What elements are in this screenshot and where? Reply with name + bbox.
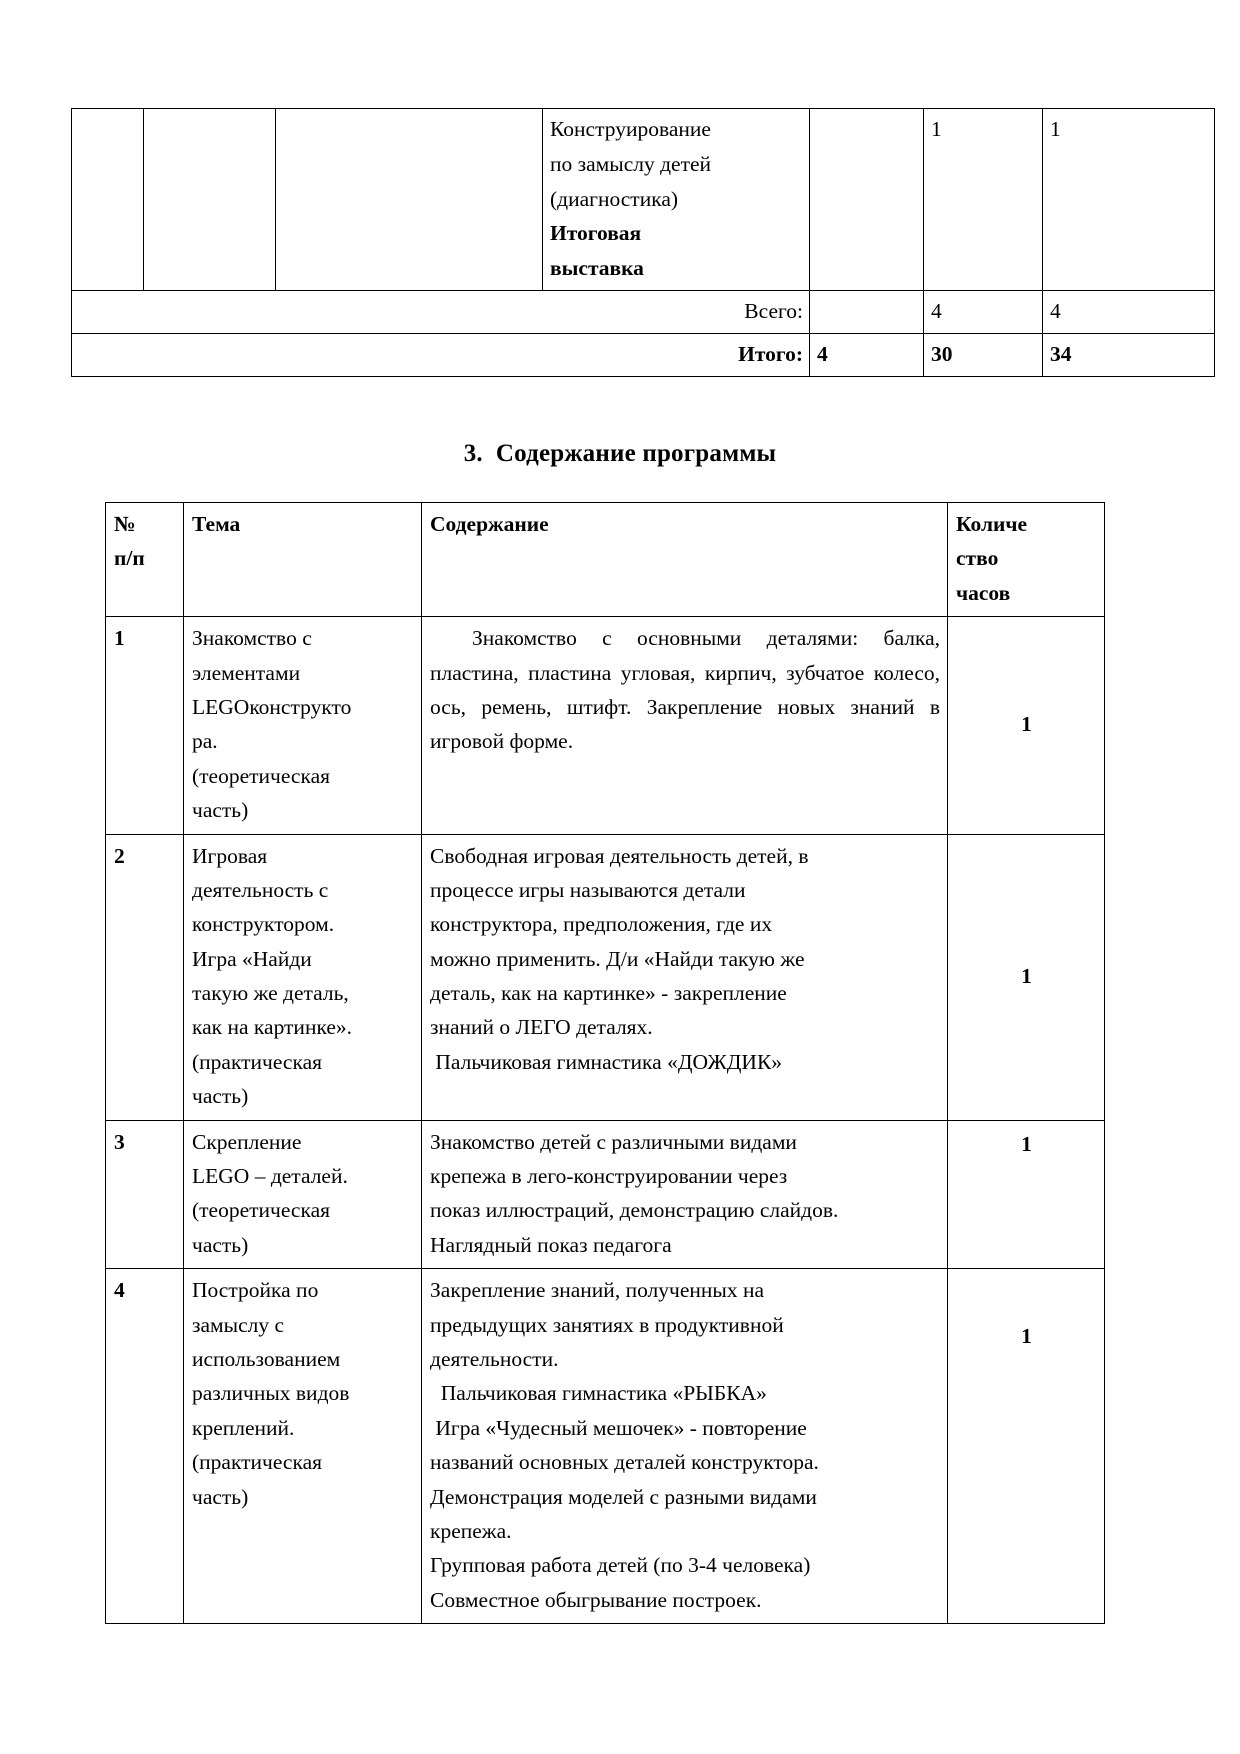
content-line: Знакомство детей с различными видами — [430, 1129, 797, 1154]
theme-line: (практическая — [192, 1049, 323, 1074]
row-theme — [184, 1269, 422, 1624]
theme-line: (теоретическая — [192, 763, 331, 788]
table-row-grandtotal — [72, 333, 1215, 376]
section-number: 3. — [463, 440, 483, 467]
header-no-line-1: № — [114, 512, 136, 536]
row-theme — [184, 834, 422, 1120]
header-no — [106, 503, 184, 617]
content-line: Свободная игровая деятельность детей, в — [430, 843, 809, 868]
theme-line: Игровая — [192, 843, 268, 868]
table-row — [106, 1120, 1105, 1269]
content-line: Игра «Чудесный мешочек» - повторение — [430, 1415, 807, 1440]
content-line: Пальчиковая гимнастика «ДОЖДИК» — [430, 1049, 783, 1074]
cell-theme — [543, 109, 810, 291]
content-line: предыдущих занятиях в продуктивной — [430, 1312, 784, 1337]
row-number: 2 — [106, 834, 184, 1120]
header-hours-line-1: Количе — [956, 512, 1028, 536]
row-hours: 1 — [948, 1120, 1105, 1269]
theme-line-1: Конструирование — [550, 117, 711, 141]
table-row — [106, 617, 1105, 834]
theme-line: такую же деталь, — [192, 981, 349, 1006]
theme-line: конструктором. — [192, 912, 335, 937]
row-number: 1 — [106, 617, 184, 834]
content-line: деталь, как на картинке» - закрепление — [430, 981, 787, 1006]
content-line: крепежа в лего-конструировании через — [430, 1164, 788, 1189]
content-line: знаний о ЛЕГО деталях. — [430, 1015, 653, 1040]
content-line: названий основных деталей конструктора. — [430, 1450, 819, 1475]
row-number: 3 — [106, 1120, 184, 1269]
table-row — [72, 109, 1215, 291]
header-hours-line-3: часов — [956, 580, 1011, 605]
theme-line-3: (диагностика) — [550, 186, 679, 211]
theme-line: часть) — [192, 1084, 249, 1109]
grandtotal-label: Итого: — [72, 333, 810, 376]
row-hours: 1 — [948, 834, 1105, 1120]
theme-line: креплений. — [192, 1415, 295, 1440]
header-theme: Тема — [184, 503, 422, 617]
content-line: Закрепление знаний, полученных на — [430, 1278, 765, 1303]
content-line: процессе игры называются детали — [430, 877, 746, 902]
table-header-row — [106, 503, 1105, 617]
cell-number — [72, 109, 144, 291]
theme-line: Постройка по — [192, 1278, 319, 1303]
theme-line-2: по замыслу детей — [550, 151, 712, 176]
theme-bold-line-2: выставка — [550, 256, 644, 281]
content-line: Демонстрация моделей с разными видами — [430, 1484, 817, 1509]
content-line: конструктора, предположения, где их — [430, 912, 773, 937]
schedule-summary-table — [71, 108, 1215, 377]
theme-line: Игра «Найди — [192, 946, 312, 971]
theme-line: часть) — [192, 798, 249, 823]
theme-line: элементами — [192, 660, 301, 685]
cell-month — [144, 109, 276, 291]
cell-week — [276, 109, 543, 291]
grandtotal-h1: 4 — [810, 333, 924, 376]
content-line: Наглядный показ педагога — [430, 1232, 672, 1257]
content-line: крепежа. — [430, 1518, 512, 1543]
content-paragraph: Знакомство с основными деталями: балка, пластина, пластина угловая, кирпич, зубчатое колесо, ось, ремень, штифт. Закрепление новых знаний в игровой форме. — [430, 626, 940, 754]
theme-line: (теоретическая — [192, 1198, 331, 1223]
row-content — [422, 1120, 948, 1269]
section-title: Содержание программы — [495, 440, 777, 467]
header-content: Содержание — [422, 503, 948, 617]
subtotal-label: Всего: — [72, 291, 810, 334]
theme-bold-line-1: Итоговая — [550, 221, 642, 246]
table-row-subtotal — [72, 291, 1215, 334]
header-no-line-2: п/п — [114, 546, 145, 571]
header-hours-line-2: ство — [956, 546, 999, 571]
table-row — [106, 834, 1105, 1120]
header-hours — [948, 503, 1105, 617]
row-content — [422, 617, 948, 834]
grandtotal-h3: 34 — [1043, 333, 1215, 376]
cell-hours-total: 1 — [1043, 109, 1215, 291]
content-line: Совместное обыгрывание построек. — [430, 1587, 762, 1612]
theme-line: LEGO – деталей. — [192, 1164, 348, 1189]
theme-line: различных видов — [192, 1381, 350, 1406]
content-line: деятельности. — [430, 1346, 559, 1371]
row-theme — [184, 617, 422, 834]
table-row — [106, 1269, 1105, 1624]
content-line: показ иллюстраций, демонстрацию слайдов. — [430, 1198, 839, 1223]
row-hours: 1 — [948, 1269, 1105, 1624]
theme-line: ра. — [192, 729, 218, 754]
content-line: Групповая работа детей (по 3-4 человека) — [430, 1553, 811, 1578]
subtotal-h3: 4 — [1043, 291, 1215, 334]
grandtotal-h2: 30 — [924, 333, 1043, 376]
theme-line: часть) — [192, 1232, 249, 1257]
theme-line: Знакомство с — [192, 626, 312, 651]
theme-line: замыслу с — [192, 1312, 285, 1337]
subtotal-h2: 4 — [924, 291, 1043, 334]
theme-line: деятельность с — [192, 877, 329, 902]
theme-line: (практическая — [192, 1450, 323, 1475]
content-line: можно применить. Д/и «Найди такую же — [430, 946, 805, 971]
cell-hours-theory — [810, 109, 924, 291]
row-theme — [184, 1120, 422, 1269]
subtotal-h1 — [810, 291, 924, 334]
row-content — [422, 834, 948, 1120]
content-line: Пальчиковая гимнастика «РЫБКА» — [430, 1381, 767, 1406]
program-content-table — [105, 502, 1105, 1624]
row-number: 4 — [106, 1269, 184, 1624]
row-hours: 1 — [948, 617, 1105, 834]
theme-line: Скрепление — [192, 1129, 302, 1154]
row-content — [422, 1269, 948, 1624]
theme-line: как на картинке». — [192, 1015, 353, 1040]
section-heading — [0, 440, 1240, 468]
cell-hours-practice: 1 — [924, 109, 1043, 291]
theme-line: использованием — [192, 1346, 341, 1371]
theme-line: часть) — [192, 1484, 249, 1509]
theme-line: LEGOконструкто — [192, 694, 352, 719]
